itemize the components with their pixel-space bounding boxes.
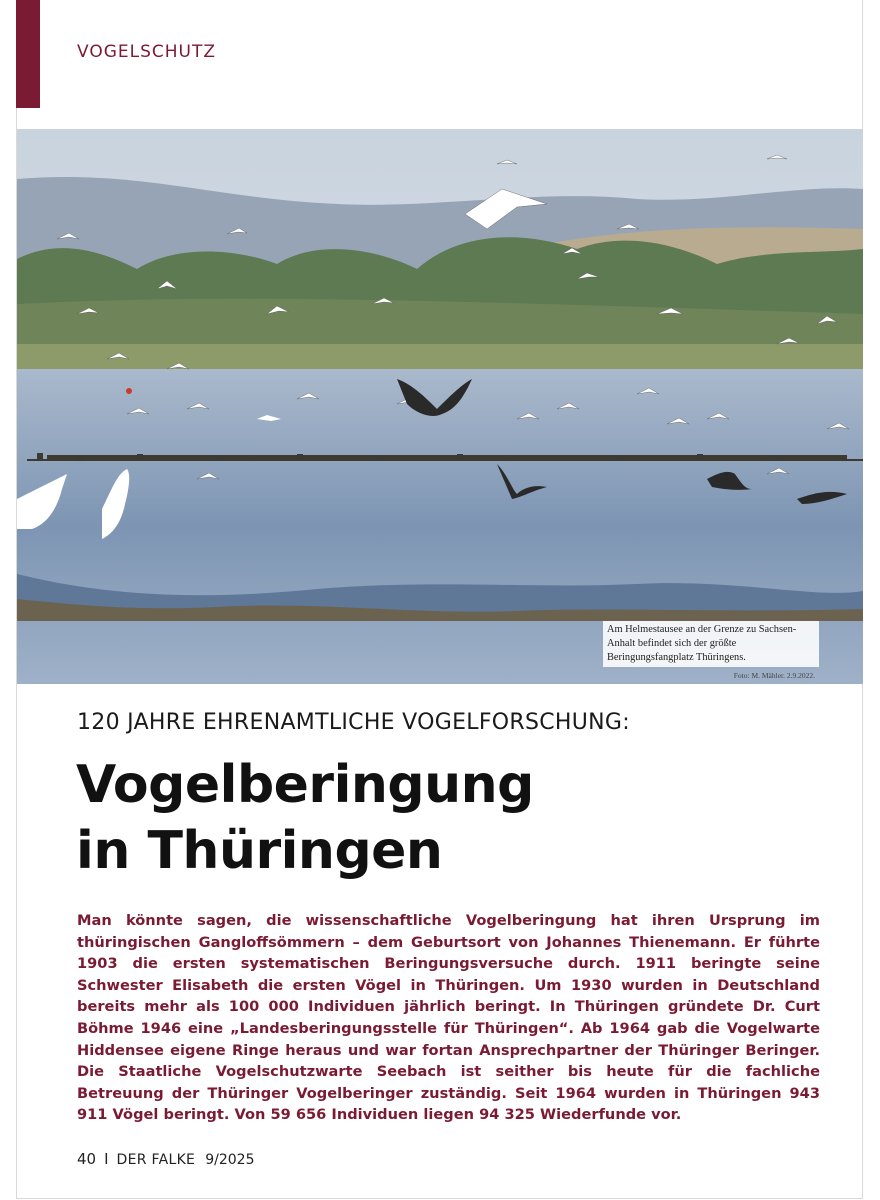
article-kicker: 120 JAHRE EHRENAMTLICHE VOGELFORSCHUNG: — [77, 710, 630, 735]
title-line-1: Vogelberingung — [76, 755, 534, 815]
photo-credit: Foto: M. Mähler. 2.9.2022. — [733, 671, 815, 680]
issue-number: 9/2025 — [205, 1152, 255, 1168]
title-line-2: in Thüringen — [76, 821, 443, 881]
page-footer — [77, 1150, 254, 1168]
article-lead: Man könnte sagen, die wissenschaftliche Vogelberingung hat ihren Ursprung im thüringischen Gangloffsömmern – dem Geburtsort von Johannes Thienemann. Er führte 1903 die ersten systematischen Beringungsversuche durch. 1911 beringte seine Schwester Elisabeth die ersten Vögel in Thüringen. Um 1930 wurden in Deutschland bereits mehr als 100 000 Individuen jährlich beringt. In Thüringen gründete Dr. Curt Böhme 1946 eine „Landesberingungsstelle für Thüringen“. Ab 1964 gab die Vogelwarte Hiddensee eigene Ringe heraus und war fortan Ansprechpartner der Thüringer Beringer. Die Staatliche Vogelschutzwarte Seebach ist seither bis heute für die fachliche Betreuung der Thüringer Vogelberinger zuständig. Seit 1964 wurden in Thüringen 943 911 Vögel beringt. Von 59 656 Individuen liegen 94 325 Wiederfunde vor. — [77, 912, 820, 1124]
lake-birds-photo — [17, 129, 863, 684]
magazine-name: DER FALKE — [116, 1152, 196, 1168]
caption-text: Am Helmestausee an der Grenze zu Sachsen-Anhalt befindet sich der größte Beringungsfangplatz Thüringens. — [607, 624, 797, 663]
footer-separator: I — [104, 1150, 109, 1168]
page-number: 40 — [77, 1150, 97, 1168]
article-title — [76, 752, 534, 884]
photo-caption — [603, 621, 819, 680]
section-accent-bar — [16, 0, 40, 108]
section-label: VOGELSCHUTZ — [77, 42, 217, 62]
